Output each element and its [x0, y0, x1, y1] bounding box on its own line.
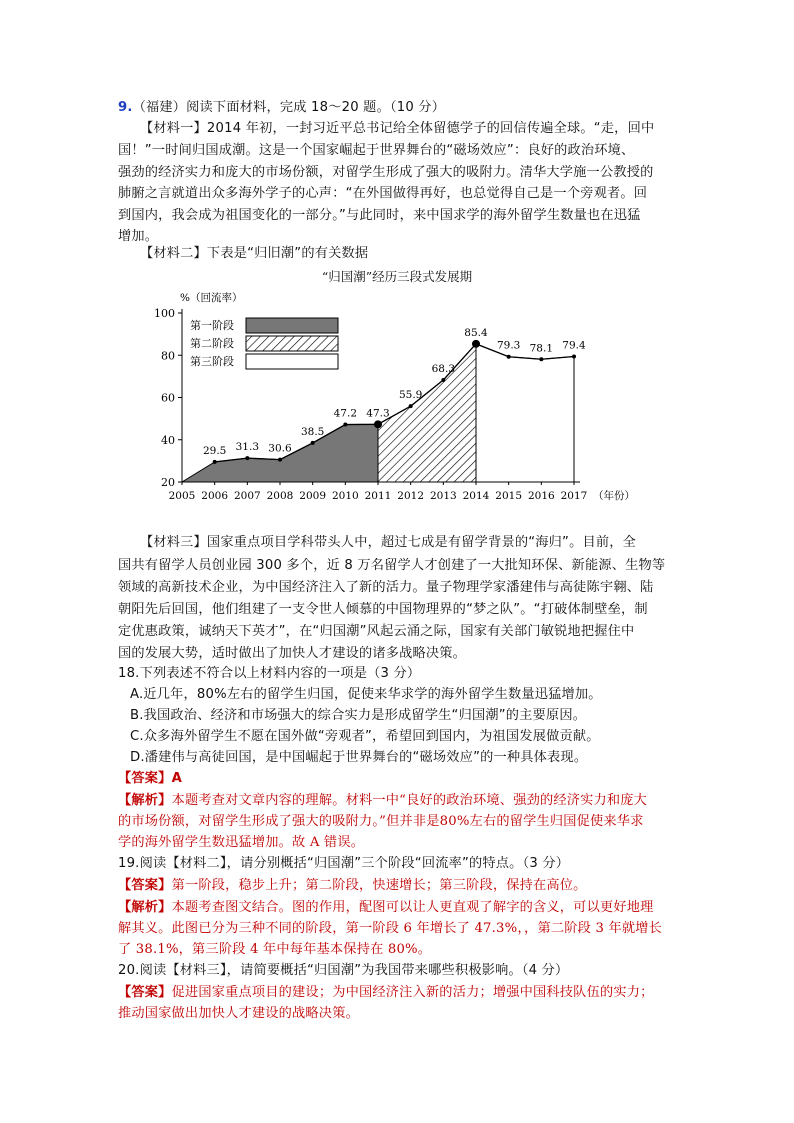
data-point [572, 355, 576, 359]
data-label: 30.6 [268, 442, 292, 455]
y-tick-label: 40 [161, 433, 175, 447]
explanation-line: 本题考查对文章内容的理解。材料一中“良好的政治环境、强劲的经济实力和庞大 [171, 793, 648, 808]
x-tick-label: 2007 [233, 490, 261, 502]
question-18-option-c: C.众多海外留学生不愿在国外做“旁观者”，希望回到国内，为祖国发展做贡献。 [130, 729, 600, 744]
data-label: 47.2 [333, 407, 358, 420]
data-label: 47.3 [366, 407, 390, 420]
data-label: 55.9 [398, 389, 423, 402]
material-1-line: 【材料一】2014 年初，一封习近平总书记给全体留德学子的回信传遍全球。“走，回中 [140, 121, 655, 136]
explanation-line: 的市场份额，对留学生形成了强大的吸附力。”但并非是80%左右的留学生归国促使来华求 [118, 814, 644, 829]
legend-label: 第三阶段 [190, 355, 234, 368]
question-20-stem: 20.阅读【材料三】，请简要概括“归国潮”为我国带来哪些积极影响。（4 分） [118, 963, 569, 978]
material-1-line: 肺腑之言就道出众多海外学子的心声：“在外国做得再好，也总觉得自己是一个旁观者。回 [118, 186, 648, 201]
question-18-option-b: B.我国政治、经济和市场强大的综合实力是形成留学生“归国潮”的主要原因。 [130, 708, 587, 723]
question-number: 9. [118, 100, 133, 115]
answer-tag: 【答案】 [118, 985, 172, 1000]
legend-label: 第一阶段 [190, 319, 234, 332]
data-point [441, 378, 445, 382]
answer-line: 促进国家重点项目的建设；为中国经济注入新的活力；增强中国科技队伍的实力； [171, 985, 654, 1000]
question-19-stem: 19.阅读【材料二】，请分别概括“归国潮”三个阶段“回流率”的特点。（3 分） [118, 856, 570, 871]
data-point [539, 357, 543, 361]
data-point [311, 441, 315, 445]
material-1-line: 强劲的经济实力和庞大的市场份额，对留学生形成了强大的吸附力。清华大学施一公教授的 [118, 165, 654, 180]
question-19-explanation [118, 898, 654, 918]
data-label: 29.5 [202, 444, 227, 457]
x-tick-label: 2016 [527, 490, 555, 502]
material-3-line: 国的发展大势，适时做出了加快人才建设的诸多战略决策。 [118, 646, 467, 661]
x-axis-label: （年份） [593, 490, 635, 502]
y-tick-label: 80 [161, 349, 175, 363]
material-3-line: 朝阳先后回国，他们组建了一支令世人倾慕的中国物理界的“梦之队”。“打破体制壁垒，制 [118, 602, 648, 617]
answer-line: 推动国家做出加快人才建设的战略决策。 [118, 1006, 359, 1021]
answer-value: A [171, 771, 182, 786]
question-intro: 阅读下面材料，完成 18～20 题。（10 分） [186, 100, 446, 115]
y-axis-label: %（回流率） [180, 292, 243, 304]
answer-tag: 【答案】 [118, 771, 172, 786]
question-18-option-a: A.近几年，80%左右的留学生归国，促使来华求学的海外留学生数量迅猛增加。 [130, 687, 602, 702]
x-tick-label: 2014 [462, 490, 490, 502]
legend-swatch [246, 318, 338, 333]
x-tick-label: 2005 [168, 490, 196, 502]
question-18-explanation [118, 791, 647, 811]
explanation-tag: 【解析】 [118, 793, 172, 808]
x-tick-label: 2013 [429, 490, 457, 502]
material-3-line: 国共有留学人员创业园 300 多个，近 8 万名留学人才创建了一大批知环保、新能源、生物等 [118, 558, 666, 573]
question-9-header [118, 98, 445, 118]
question-19-answer [118, 876, 587, 896]
data-label: 79.4 [562, 339, 586, 352]
chart-title: “归国潮”经历三段式发展期 [321, 269, 473, 284]
y-tick-label: 60 [161, 391, 175, 405]
question-source: （福建） [132, 100, 187, 115]
answer-value: 第一阶段，稳步上升；第二阶段，快速增长；第三阶段，保持在高位。 [171, 878, 587, 893]
explanation-line: 解其义。此图已分为三种不同的阶段，第一阶段 6 年增长了 47.3%，，第二阶段 3 年就增长 [118, 921, 662, 936]
material-3-line: 定优惠政策，诚纳天下英才”，在“归国潮”风起云涌之际，国家有关部门敏锐地把握住中 [118, 624, 635, 639]
data-label: 68.3 [431, 362, 456, 375]
data-point [409, 404, 413, 408]
x-tick-label: 2015 [495, 490, 523, 502]
explanation-line: 了 38.1%，第三阶段 4 年中每年基本保持在 80%。 [118, 942, 432, 957]
x-tick-label: 2011 [364, 490, 392, 502]
material-1-line: 增加。 [118, 229, 159, 244]
data-point [507, 355, 511, 359]
data-label: 31.3 [235, 441, 260, 454]
stage-area-2 [378, 344, 476, 482]
question-18-stem: 18.下列表述不符合以上材料内容的一项是（3 分） [118, 666, 421, 681]
legend-swatch [246, 336, 338, 351]
question-18-option-d: D.潘建伟与高徒回国，是中国崛起于世界舞台的“磁场效应”的一种具体表现。 [130, 750, 588, 765]
x-tick-label: 2010 [331, 490, 359, 502]
data-point [374, 420, 382, 428]
x-tick-label: 2008 [266, 490, 294, 502]
stage-area-3 [476, 344, 574, 482]
y-tick-label: 20 [161, 476, 175, 489]
material-3-line: 【材料三】国家重点项目学科带头人中，超过七成是有留学背景的“海归”。目前，全 [140, 535, 637, 550]
x-tick-label: 2012 [397, 490, 425, 502]
material-3-line: 领域的高新技术企业，为中国经济注入了新的活力。量子物理学家潘建伟与高徒陈宇翱、陆 [118, 580, 654, 595]
material-2-heading: 【材料二】下表是“归旧潮”的有关数据 [140, 246, 369, 261]
data-point [245, 456, 249, 460]
data-point [213, 460, 217, 464]
material-1-line: 到国内，我会成为祖国变化的一部分。”与此同时，来中国求学的海外留学生数量也在迅猛 [118, 208, 641, 223]
data-label: 85.4 [464, 326, 488, 339]
legend-label: 第二阶段 [190, 337, 234, 350]
explanation-tag: 【解析】 [118, 900, 172, 915]
data-label: 79.3 [496, 339, 521, 352]
explanation-line: 学的海外留学生数迅猛增加。故 A 错误。 [118, 835, 365, 850]
x-tick-label: 2009 [299, 490, 327, 502]
data-point [472, 340, 480, 348]
return-rate-chart [150, 285, 650, 510]
x-tick-label: 2006 [201, 490, 229, 502]
x-tick-label: 2017 [560, 490, 588, 502]
data-label: 38.5 [300, 425, 325, 438]
legend-swatch [246, 354, 338, 369]
data-point [278, 458, 282, 462]
data-label: 78.1 [529, 342, 554, 355]
material-1-line: 国！”一时间归国成潮。这是一个国家崛起于世界舞台的“磁场效应”：良好的政治环境、 [118, 143, 635, 158]
y-tick-label: 100 [154, 307, 175, 320]
question-18-answer [118, 769, 182, 789]
answer-tag: 【答案】 [118, 878, 172, 893]
explanation-line: 本题考查图文结合。图的作用，配图可以让人更直观了解字的含义，可以更好地理 [171, 900, 654, 915]
data-point [343, 423, 347, 427]
question-20-answer [118, 983, 654, 1003]
